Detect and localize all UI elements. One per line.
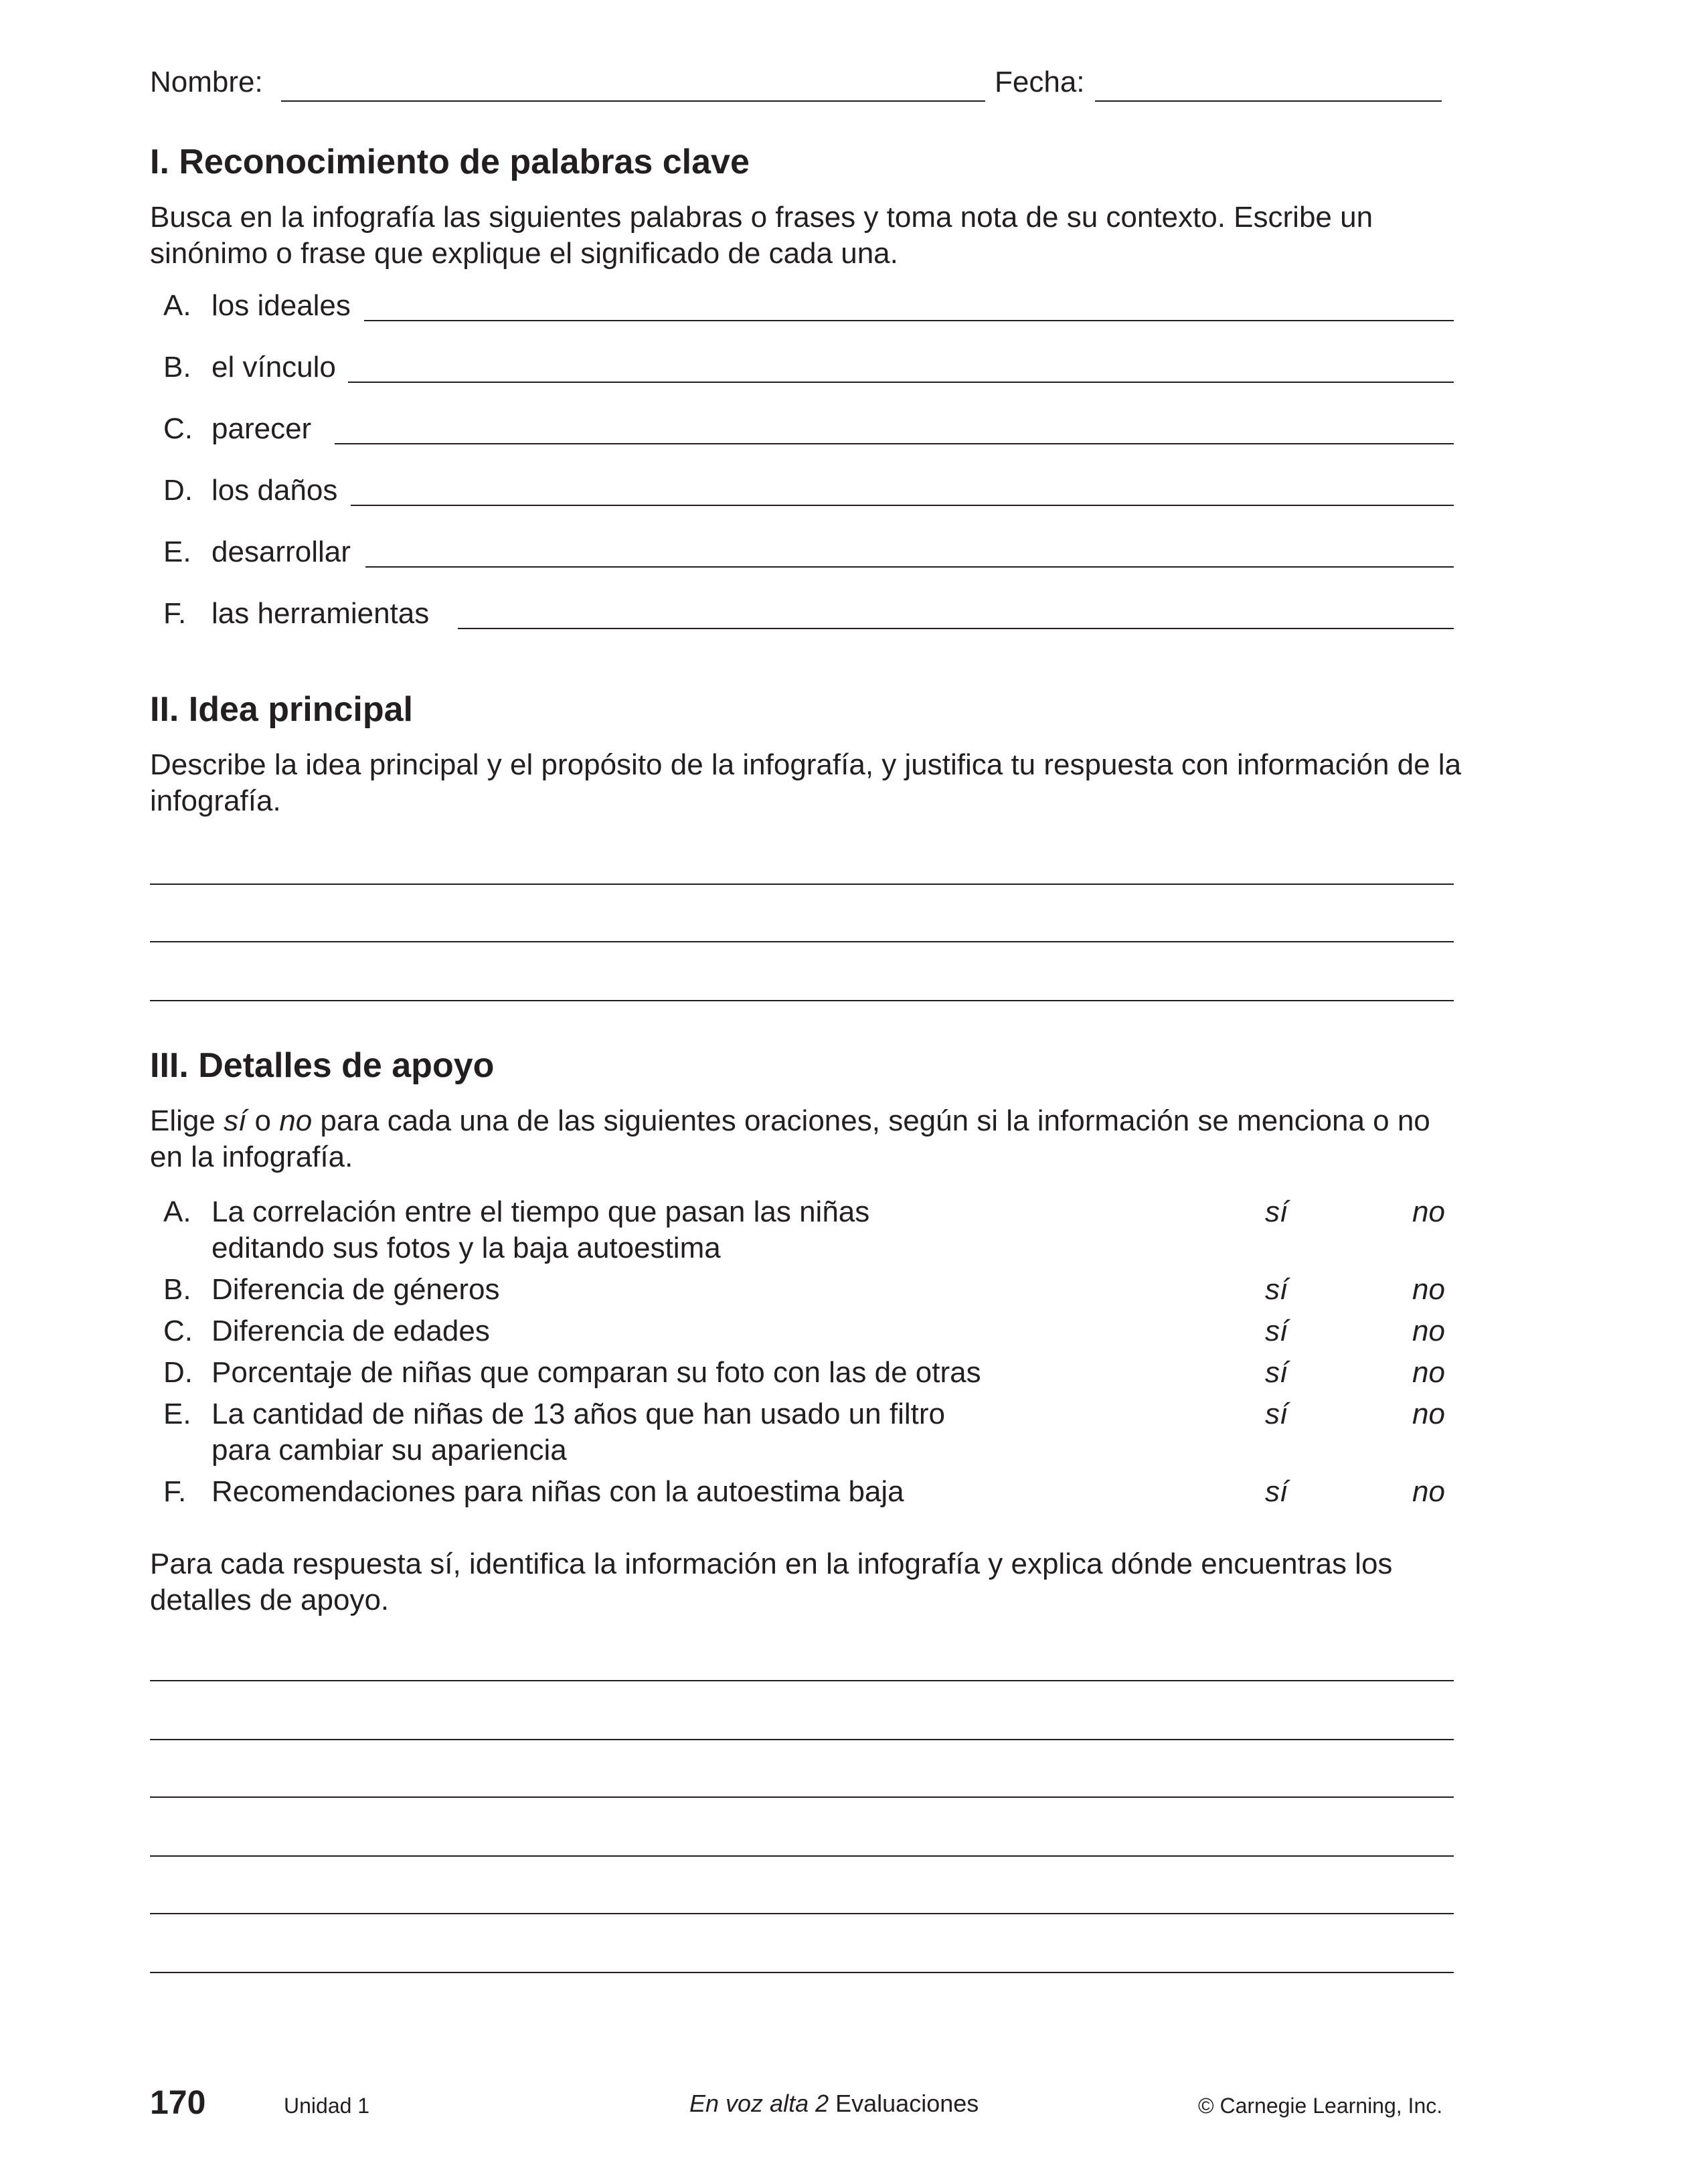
section3-title: III. Detalles de apoyo xyxy=(150,1046,495,1085)
section2-instructions: Describe la idea principal y el propósito de la infografía, y justifica tu respuesta con información de la infografía. xyxy=(150,748,1462,817)
vocab-letter: E. xyxy=(163,535,191,568)
vocab-term: el vínculo xyxy=(212,351,336,384)
vocab-letter: F. xyxy=(163,597,187,630)
answer-line[interactable] xyxy=(150,1000,1454,1001)
yes-option[interactable]: sí xyxy=(1265,1195,1288,1228)
detail-text: La cantidad de niñas de 13 años que han usado un filtro xyxy=(212,1398,945,1430)
name-field[interactable] xyxy=(281,100,985,102)
detail-text: La correlación entre el tiempo que pasan las niñas xyxy=(212,1195,870,1228)
page-number: 170 xyxy=(150,2084,206,2121)
vocab-answer-line[interactable] xyxy=(365,566,1454,568)
no-option[interactable]: no xyxy=(1412,1195,1445,1228)
vocab-term: los daños xyxy=(212,474,338,507)
vocab-term: los ideales xyxy=(212,289,351,322)
book-title: En voz alta 2 Evaluaciones xyxy=(689,2090,979,2117)
vocab-letter: D. xyxy=(163,474,193,507)
answer-line[interactable] xyxy=(150,1972,1454,1973)
date-field[interactable] xyxy=(1095,100,1442,102)
answer-line[interactable] xyxy=(150,941,1454,942)
yes-option[interactable]: sí xyxy=(1265,1398,1288,1430)
answer-line[interactable] xyxy=(150,884,1454,885)
detail-letter: F. xyxy=(163,1475,187,1508)
detail-text: Diferencia de géneros xyxy=(212,1273,500,1306)
detail-letter: B. xyxy=(163,1273,191,1306)
answer-line[interactable] xyxy=(150,1739,1454,1740)
detail-letter: C. xyxy=(163,1315,193,1347)
no-option[interactable]: no xyxy=(1412,1315,1445,1347)
section3-followup: Para cada respuesta sí, identifica la información en la infografía y explica dónde encuentras los detalles de apoyo. xyxy=(150,1547,1393,1616)
yes-option[interactable]: sí xyxy=(1265,1315,1288,1347)
vocab-answer-line[interactable] xyxy=(351,505,1454,506)
detail-text: Recomendaciones para niñas con la autoestima baja xyxy=(212,1475,904,1508)
answer-line[interactable] xyxy=(150,1680,1454,1681)
vocab-answer-line[interactable] xyxy=(335,443,1454,444)
no-option[interactable]: no xyxy=(1412,1356,1445,1389)
answer-line[interactable] xyxy=(150,1855,1454,1857)
detail-text: Diferencia de edades xyxy=(212,1315,490,1347)
name-label: Nombre: xyxy=(150,66,263,98)
answer-line[interactable] xyxy=(150,1913,1454,1914)
detail-text: Porcentaje de niñas que comparan su foto con las de otras xyxy=(212,1356,981,1389)
detail-letter: E. xyxy=(163,1398,191,1430)
vocab-letter: C. xyxy=(163,412,193,445)
no-option[interactable]: no xyxy=(1412,1273,1445,1306)
no-option[interactable]: no xyxy=(1412,1475,1445,1508)
yes-option[interactable]: sí xyxy=(1265,1356,1288,1389)
copyright: © Carnegie Learning, Inc. xyxy=(1198,2094,1443,2118)
detail-text-cont: editando sus fotos y la baja autoestima xyxy=(212,1232,721,1264)
section1-title: I. Reconocimiento de palabras clave xyxy=(150,143,750,181)
section3-instructions: Elige sí o no para cada una de las siguientes oraciones, según si la información se menciona o no en la infografía. xyxy=(150,1104,1430,1173)
section1-instructions: Busca en la infografía las siguientes palabras o frases y toma nota de su contexto. Escribe un sinónimo o frase que explique el significado de cada una. xyxy=(150,201,1373,270)
vocab-answer-line[interactable] xyxy=(364,320,1454,321)
section2-title: II. Idea principal xyxy=(150,690,413,729)
no-option[interactable]: no xyxy=(1412,1398,1445,1430)
vocab-term: parecer xyxy=(212,412,312,445)
vocab-term: desarrollar xyxy=(212,535,351,568)
vocab-answer-line[interactable] xyxy=(348,382,1454,383)
detail-text-cont: para cambiar su apariencia xyxy=(212,1434,567,1466)
yes-option[interactable]: sí xyxy=(1265,1475,1288,1508)
vocab-letter: B. xyxy=(163,351,191,384)
date-label: Fecha: xyxy=(995,66,1085,98)
yes-option[interactable]: sí xyxy=(1265,1273,1288,1306)
detail-letter: A. xyxy=(163,1195,191,1228)
detail-letter: D. xyxy=(163,1356,193,1389)
unit-label: Unidad 1 xyxy=(284,2094,370,2118)
vocab-term: las herramientas xyxy=(212,597,430,630)
answer-line[interactable] xyxy=(150,1796,1454,1798)
vocab-letter: A. xyxy=(163,289,191,322)
vocab-answer-line[interactable] xyxy=(458,628,1454,629)
